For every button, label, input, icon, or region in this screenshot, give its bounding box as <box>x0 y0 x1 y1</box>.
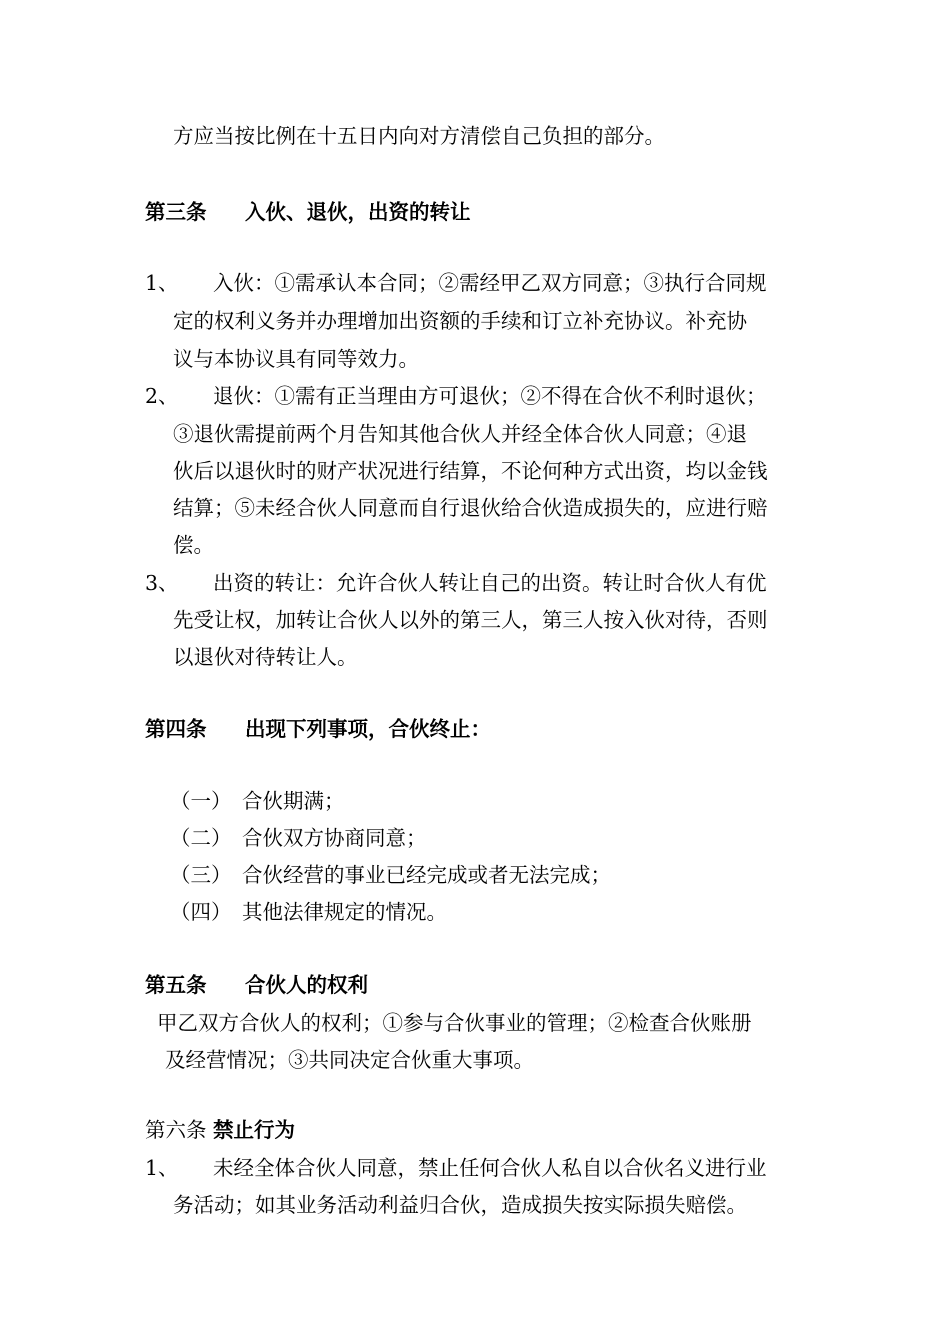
art3-item-2-line-1: 退伙：①需有正当理由方可退伙；②不得在合伙不利时退伙； <box>213 384 767 408</box>
art3-item-1-line-3: 议与本协议具有同等效力。 <box>173 347 419 371</box>
art3-item-1-line-1: 入伙：①需承认本合同；②需经甲乙双方同意；③执行合同规 <box>213 271 767 295</box>
article-5-label: 第五条 <box>145 973 207 997</box>
art4-item-4-num: （四） <box>170 900 232 924</box>
article-4-title: 出现下列事项，合伙终止： <box>245 717 491 741</box>
art3-item-2-line-2: ③退伙需提前两个月告知其他合伙人并经全体合伙人同意；④退 <box>173 422 747 446</box>
carryover-text: 方应当按比例在十五日内向对方清偿自己负担的部分。 <box>173 124 665 148</box>
art5-line-1: 甲乙双方合伙人的权利；①参与合伙事业的管理；②检查合伙账册 <box>157 1011 752 1035</box>
article-6-title: 禁止行为 <box>213 1118 296 1142</box>
article-3-heading <box>145 194 471 230</box>
article-3-title: 入伙、退伙，出资的转让 <box>245 200 471 224</box>
article-5-heading <box>145 967 368 1003</box>
article-4-heading <box>145 711 491 747</box>
art6-item-1-line-2: 务活动；如其业务活动利益归合伙，造成损失按实际损失赔偿。 <box>173 1193 747 1217</box>
art4-item-1-num: （一） <box>170 789 232 813</box>
art3-item-3-num: 3、 <box>145 571 179 595</box>
art3-item-1-line-2: 定的权利义务并办理增加出资额的手续和订立补充协议。补充协 <box>173 309 747 333</box>
art6-item-1-num: 1、 <box>145 1156 179 1180</box>
art4-item-3-num: （三） <box>170 863 232 887</box>
art4-item-2-num: （二） <box>170 826 232 850</box>
art4-item-1-text: 合伙期满； <box>242 789 345 813</box>
art4-item-4 <box>170 894 447 930</box>
art3-item-2-line-4: 结算；⑤未经合伙人同意而自行退伙给合伙造成损失的，应进行赔 <box>173 496 768 520</box>
art3-item-3-line-1: 出资的转让：允许合伙人转让自己的出资。转让时合伙人有优 <box>213 571 767 595</box>
art4-item-2 <box>170 820 427 856</box>
article-3-label: 第三条 <box>145 200 207 224</box>
art4-item-3 <box>170 857 611 893</box>
art3-item-3-line-2: 先受让权，加转让合伙人以外的第三人，第三人按入伙对待，否则 <box>173 608 768 632</box>
article-6-label: 第六条 <box>145 1118 207 1142</box>
art4-item-1 <box>170 783 345 819</box>
art4-item-3-text: 合伙经营的事业已经完成或者无法完成； <box>242 863 611 887</box>
art3-item-3-line-3: 以退伙对待转让人。 <box>173 645 358 669</box>
article-6-heading <box>145 1112 295 1148</box>
article-4-label: 第四条 <box>145 717 207 741</box>
art3-item-2-line-3: 伙后以退伙时的财产状况进行结算，不论何种方式出资，均以金钱 <box>173 459 768 483</box>
article-5-title: 合伙人的权利 <box>245 973 368 997</box>
art3-item-2-line-5: 偿。 <box>173 533 214 557</box>
art3-item-1-num: 1、 <box>145 271 179 295</box>
art5-line-2: 及经营情况；③共同决定合伙重大事项。 <box>165 1048 534 1072</box>
art3-item-2-num: 2、 <box>145 384 179 408</box>
art4-item-4-text: 其他法律规定的情况。 <box>242 900 447 924</box>
art6-item-1-line-1: 未经全体合伙人同意，禁止任何合伙人私自以合伙名义进行业 <box>213 1156 767 1180</box>
art4-item-2-text: 合伙双方协商同意； <box>242 826 427 850</box>
